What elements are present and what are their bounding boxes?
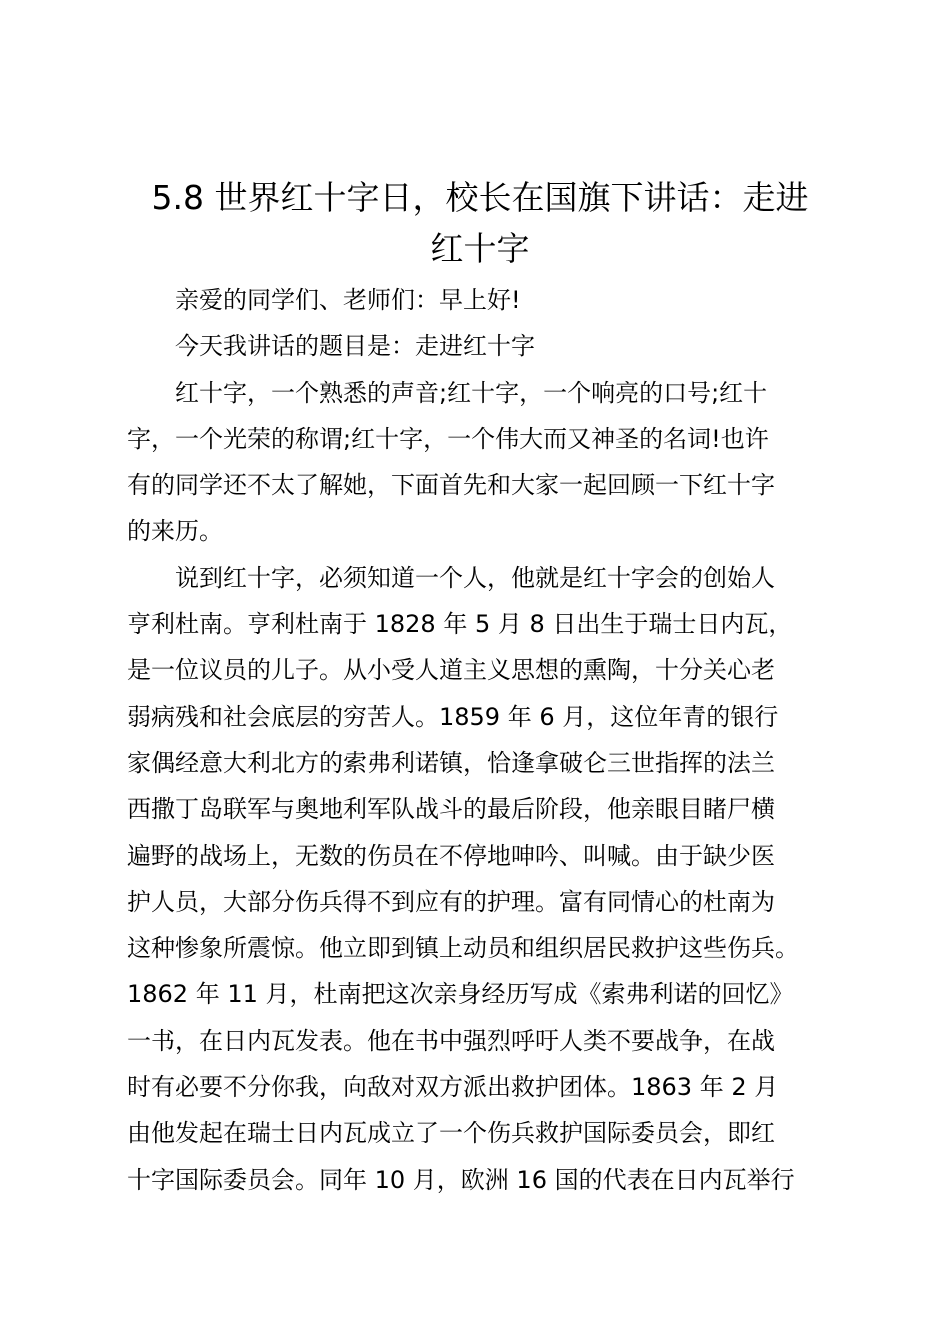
paragraph-history xyxy=(127,555,841,1203)
paragraph-line: 时有必要不分你我，向敌对双方派出救护团体。1863 年 2 月 xyxy=(127,1073,779,1102)
paragraph-intro xyxy=(127,370,841,555)
document-body xyxy=(127,277,841,1203)
paragraph-line: 一书，在日内瓦发表。他在书中强烈呼吁人类不要战争，在战 xyxy=(127,1026,775,1055)
paragraph-line: 的来历。 xyxy=(127,517,223,546)
paragraph-line: 西撒丁岛联军与奥地利军队战斗的最后阶段，他亲眼目睹尸横 xyxy=(127,795,775,824)
paragraph-line: 护人员，大部分伤兵得不到应有的护理。富有同情心的杜南为 xyxy=(127,887,775,916)
paragraph-topic xyxy=(127,323,841,369)
paragraph-line: 是一位议员的儿子。从小受人道主义思想的熏陶，十分关心老 xyxy=(127,656,775,685)
paragraph-line: 亨利杜南。亨利杜南于 1828 年 5 月 8 日出生于瑞士日内瓦， xyxy=(127,610,793,639)
paragraph-line: 十字国际委员会。同年 10 月，欧洲 16 国的代表在日内瓦举行 xyxy=(127,1165,795,1194)
paragraph-line: 亲爱的同学们、老师们：早上好! xyxy=(175,286,521,314)
title-line-2: 红十字 xyxy=(430,229,530,268)
paragraph-line: 由他发起在瑞士日内瓦成立了一个伤兵救护国际委员会，即红 xyxy=(127,1119,775,1148)
paragraph-line: 1862 年 11 月，杜南把这次亲身经历写成《索弗利诺的回忆》 xyxy=(127,980,794,1009)
title-line-1: 5.8 世界红十字日，校长在国旗下讲话：走进 xyxy=(151,178,809,217)
paragraph-line: 字，一个光荣的称谓;红十字，一个伟大而又神圣的名词!也许 xyxy=(127,424,769,453)
document-title xyxy=(110,172,850,274)
paragraph-line: 遍野的战场上，无数的伤员在不停地呻吟、叫喊。由于缺少医 xyxy=(127,841,775,870)
paragraph-line: 红十字，一个熟悉的声音;红十字，一个响亮的口号;红十 xyxy=(175,378,768,407)
paragraph-line: 有的同学还不太了解她，下面首先和大家一起回顾一下红十字 xyxy=(127,471,775,500)
paragraph-line: 弱病残和社会底层的穷苦人。1859 年 6 月，这位年青的银行 xyxy=(127,702,779,731)
paragraph-greeting xyxy=(127,277,841,323)
paragraph-line: 今天我讲话的题目是：走进红十字 xyxy=(175,332,535,361)
paragraph-line: 家偶经意大利北方的索弗利诺镇，恰逢拿破仑三世指挥的法兰 xyxy=(127,748,775,777)
paragraph-line: 这种惨象所震惊。他立即到镇上动员和组织居民救护这些伤兵。 xyxy=(127,934,799,963)
paragraph-line: 说到红十字，必须知道一个人，他就是红十字会的创始人 xyxy=(175,563,775,592)
